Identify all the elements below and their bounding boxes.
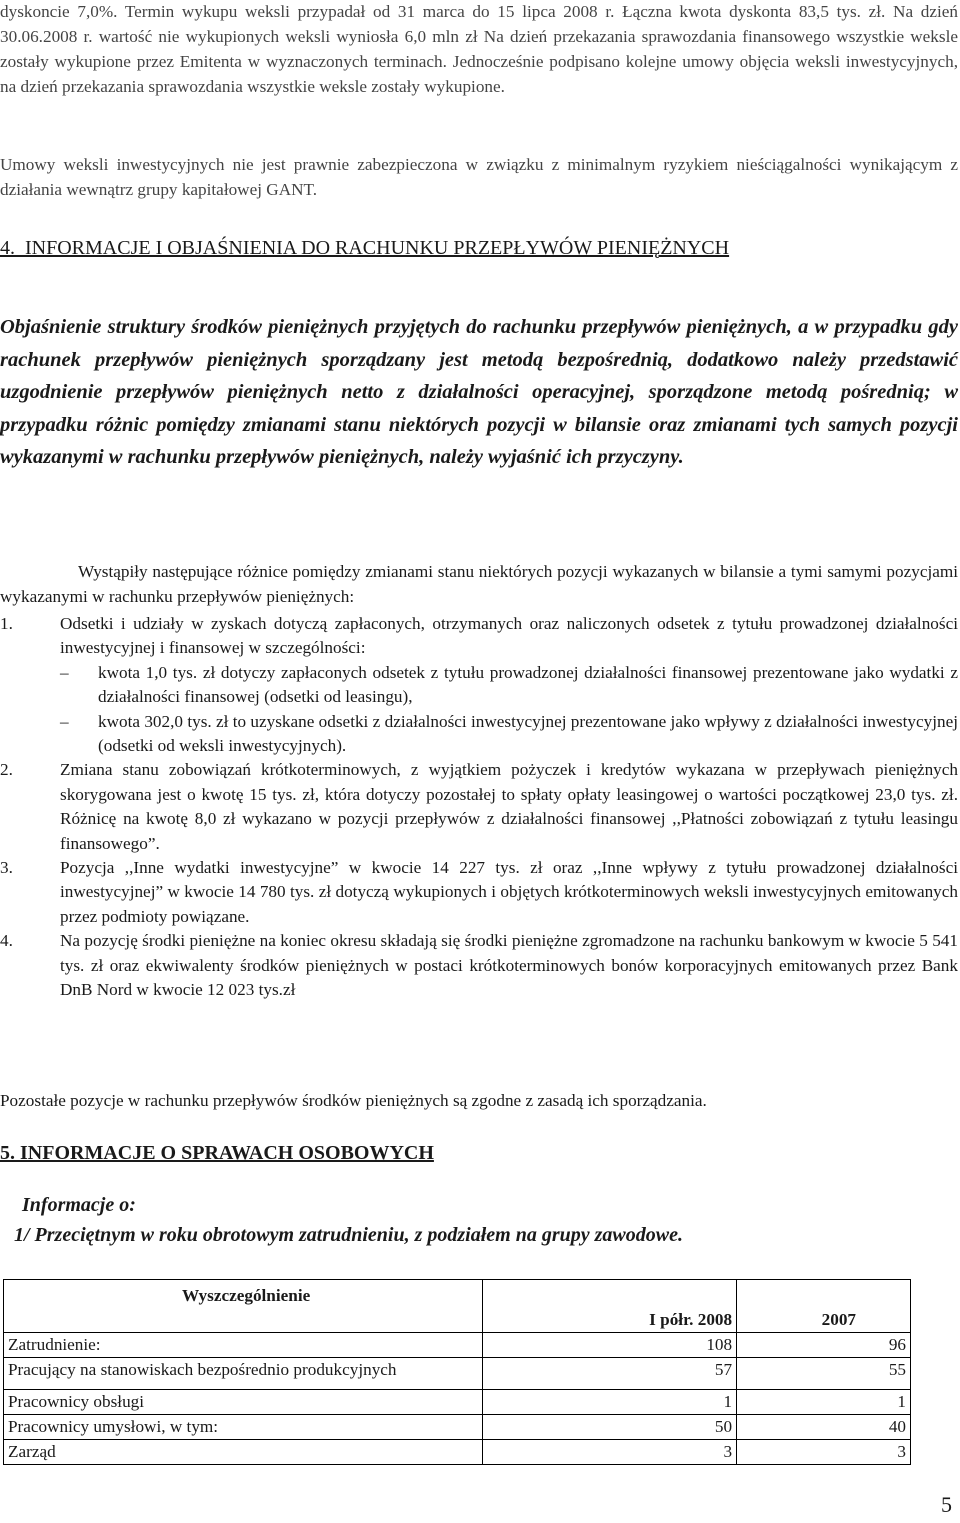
- list-item-text: Odsetki i udziały w zyskach dotyczą zapłaconych, otrzymanych oraz naliczonych odsetek z tytułu prowadzonej działalności inwestycyjnej i finansowej w szczególności:: [60, 614, 958, 658]
- row-value-col1: 1: [483, 1390, 737, 1415]
- list-item-number: 3.: [0, 858, 13, 878]
- table-row: [4, 1415, 911, 1440]
- row-label: Pracujący na stanowiskach bezpośrednio produkcyjnych: [4, 1358, 483, 1390]
- list-item-text: Zmiana stanu zobowiązań krótkoterminowych, z wyjątkiem pożyczek i kredytów wykazana w przepływach pieniężnych skorygowana jest o kwotę 15 tys. zł, która dotyczy pozostałej to spłaty opłaty leasingowej o wartości początkowej 23,0 tys. zł. Różnicę na kwotę 8,0 zł wykazano w pozycji przepływów z działalności finansowej ,,Płatności zobowiązań z tytułu leasingu finansowego”.: [60, 760, 958, 853]
- section-4-title: INFORMACJE I OBJAŚNIENIA DO RACHUNKU PRZEPŁYWÓW PIENIĘŻNYCH: [25, 237, 730, 259]
- list-item-number: 1.: [0, 614, 13, 633]
- page-number: 5: [941, 1492, 952, 1517]
- list-item-number: 2.: [0, 760, 13, 780]
- list-item-number: 4.: [0, 931, 13, 951]
- section-4-intro: Wystąpiły następujące różnice pomiędzy zmianami stanu niektórych pozycji wykazanych w bilansie a tymi samymi pozycjami wykazanymi w rachunku przepływów pieniężnych:: [0, 562, 958, 606]
- row-label: Pracownicy obsługi: [4, 1390, 483, 1415]
- table-row: [4, 1358, 911, 1390]
- section-5-heading: 5. INFORMACJE O SPRAWACH OSOBOWYCH: [0, 1142, 434, 1164]
- row-value-col2: 55: [737, 1358, 911, 1390]
- row-label: Pracownicy umysłowi, w tym:: [4, 1415, 483, 1440]
- dash-bullet: –: [60, 711, 69, 731]
- row-value-col2: 40: [737, 1415, 911, 1440]
- paragraph-text: dyskoncie 7,0%. Termin wykupu weksli przypadał od 31 marca do 15 lipca 2008 r. Łączna kwota dyskonta 83,5 tys. zł. Na dzień 30.06.2008 r. wartość nie wykupionych weksli wyniosła 6,0 mln zł Na dzień przekazania sprawozdania finansowego wszystkie weksle zostały wykupione przez Emitenta w wyznaczonych terminach.: [0, 2, 958, 71]
- header-cell-col2: 2007: [737, 1280, 911, 1333]
- section-4-heading: [0, 235, 958, 261]
- row-label: Zarząd: [4, 1440, 483, 1465]
- row-label: Zatrudnienie:: [4, 1333, 483, 1358]
- row-value-col2: 96: [737, 1333, 911, 1358]
- row-value-col2: 1: [737, 1390, 911, 1415]
- list-item: [0, 856, 958, 929]
- row-value-col2: 3: [737, 1440, 911, 1465]
- employment-table: [3, 1279, 911, 1465]
- section-4-closing: Pozostałe pozycje w rachunku przepływów środków pieniężnych są zgodne z zasadą ich sporządzania.: [0, 1091, 707, 1110]
- dash-bullet: –: [60, 662, 69, 682]
- row-value-col1: 3: [483, 1440, 737, 1465]
- paragraph-bills-security: Umowy weksli inwestycyjnych nie jest prawnie zabezpieczona w związku z minimalnym ryzykiem nieściągalności wynikającym z działania wewnątrz grupy kapitałowej GANT.: [0, 155, 958, 199]
- sub-list-item: [60, 661, 958, 710]
- row-value-col1: 57: [483, 1358, 737, 1390]
- header-label-text: Wyszczególnienie: [182, 1286, 311, 1305]
- row-value-col1: 50: [483, 1415, 737, 1440]
- sub-list-item-text: kwota 1,0 tys. zł dotyczy zapłaconych odsetek z tytułu prowadzonej działalności finansowej prezentowane jako wydatki z działalności finansowej (odsetki od leasingu),: [98, 662, 958, 707]
- list-item: [0, 929, 958, 1002]
- table-row: [4, 1333, 911, 1358]
- table-header-row: [4, 1280, 911, 1333]
- sub-list-item: [60, 710, 958, 759]
- section-4-instruction: Objaśnienie struktury środków pieniężnych przyjętych do rachunku przepływów pieniężnych, a w przypadku gdy rachunek przepływów pieniężnych sporządzany jest metodą bezpośrednią, dodatkowo należy przedstawić uzgodnienie przepływów pieniężnych netto z działalności operacyjnej, sporządzone metodą pośrednią; w przypadku różnic pomiędzy zmianami stanu niektórych pozycji w bilansie oraz zmianami tych samych pozycji wykazanymi w rachunku przepływów pieniężnych, należy wyjaśnić ich przyczyny.: [0, 316, 958, 468]
- differences-list: [0, 612, 958, 1003]
- employment-subtitle: 1/ Przeciętnym w roku obrotowym zatrudnieniu, z podziałem na grupy zawodowe.: [14, 1224, 683, 1246]
- table-row: [4, 1390, 911, 1415]
- list-item: [0, 758, 958, 856]
- table-row: [4, 1440, 911, 1465]
- paragraph-bills-redemption: [0, 0, 958, 99]
- header-cell-label: [4, 1280, 483, 1333]
- info-label: Informacje o:: [22, 1194, 136, 1216]
- row-value-col1: 108: [483, 1333, 737, 1358]
- paragraph-text-continued: Jednocześnie podpisano kolejne umowy objęcia weksli inwestycyjnych, na dzień przekazania sprawozdania wszystkie weksle zostały wykupione.: [0, 52, 958, 96]
- list-item-text: Na pozycję środki pieniężne na koniec okresu składają się środki pieniężne zgromadzone na rachunku bankowym w kwocie 5 541 tys. zł oraz ekwiwalenty środków pieniężnych w postaci krótkoterminowych bonów korporacyjnych emitowanych przez Bank DnB Nord w kwocie 12 023 tys.zł: [60, 931, 958, 1000]
- list-item-text: Pozycja ,,Inne wydatki inwestycyjne” w kwocie 14 227 tys. zł oraz ,,Inne wpływy z tytułu prowadzonej działalności inwestycyjnej” w kwocie 14 780 tys. zł dotyczą wykupionych i objętych krótkoterminowych weksli inwestycyjnych emitowanych przez podmioty powiązane.: [60, 858, 958, 926]
- section-4-number: 4.: [0, 237, 15, 259]
- header-cell-col1: I półr. 2008: [483, 1280, 737, 1333]
- sub-list-item-text: kwota 302,0 tys. zł to uzyskane odsetki z działalności inwestycyjnej prezentowane jako wpływy z działalności inwestycyjnej (odsetki od weksli inwestycyjnych).: [98, 711, 958, 756]
- list-item: [0, 612, 958, 661]
